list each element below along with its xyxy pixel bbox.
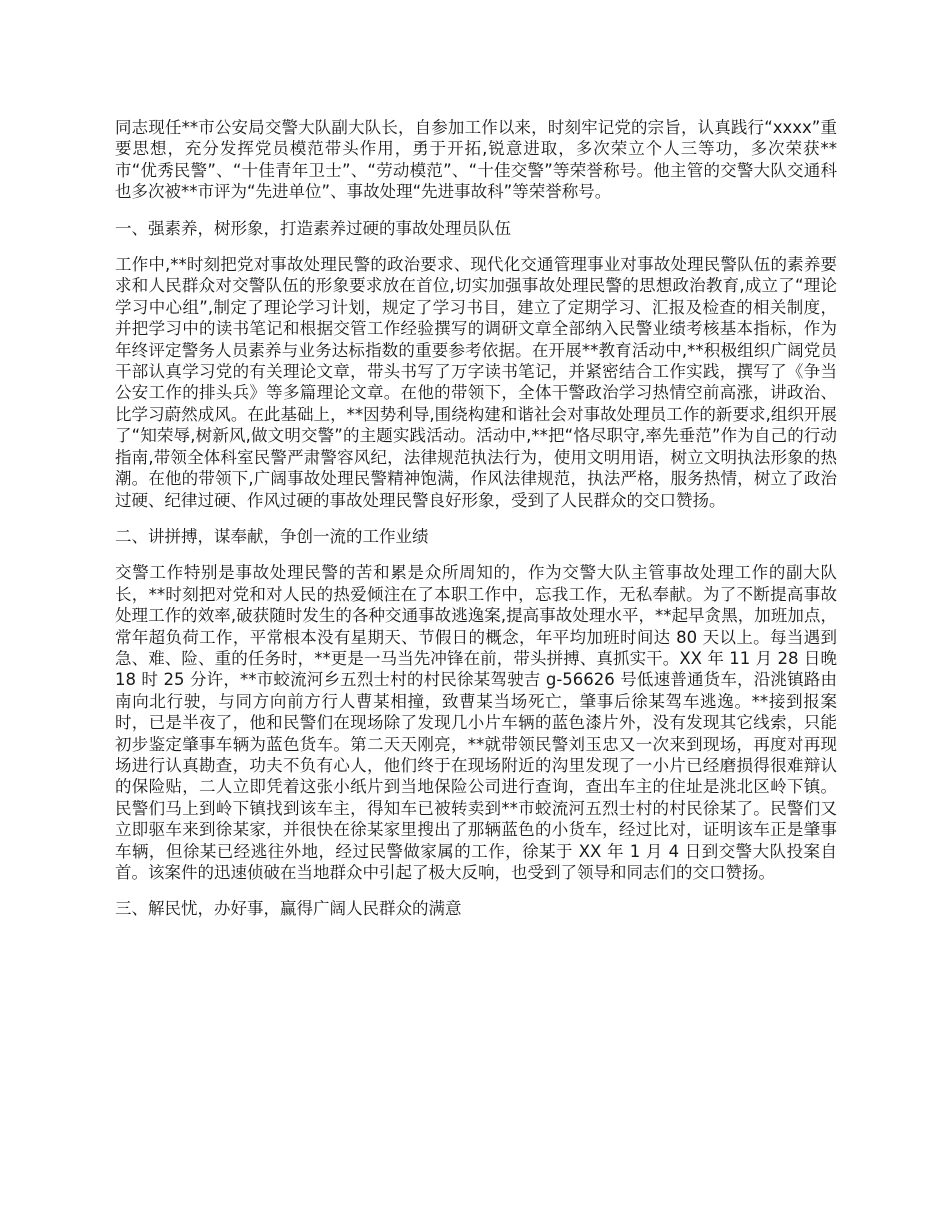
section-2-heading: 二、讲拼搏，谋奉献，争创一流的工作业绩 bbox=[115, 526, 429, 546]
intro-paragraph: 同志现任**市公安局交警大队副大队长，自参加工作以来，时刻牢记党的宗旨，认真践行“xxxx”重要思想，充分发挥党员模范带头作用，勇于开拓,锐意进取，多次荣立个人三等功，多次荣获**市“优秀民警”、“十佳青年卫士”、“劳动模范”、“十佳交警”等荣誉称号。他主管的交警大队交通科也多次被**市评为“先进单位”、事故处理“先进事故科”等荣誉称号。 bbox=[115, 118, 837, 202]
section-3-heading: 三、解民忧，办好事，赢得广阔人民群众的满意 bbox=[115, 899, 462, 919]
section-1-paragraph: 工作中,**时刻把党对事故处理民警的政治要求、现代化交通管理事业对事故处理民警队伍的素养要求和人民群众对交警队伍的形象要求放在首位,切实加强事故处理民警的思想政治教育,成立了“理论学习中心组”,制定了理论学习计划，规定了学习书目，建立了定期学习、汇报及检查的相关制度，并把学习中的读书笔记和根据交管工作经验撰写的调研文章全部纳入民警业绩考核基本指标，作为年终评定警务人员素养与业务达标指数的重要参考依据。在开展**教育活动中,**积极组织广阔党员干部认真学习党的有关理论文章，带头书写了万字读书笔记，并紧密结合工作实践，撰写了《争当公安工作的排头兵》等多篇理论文章。在他的带领下，全体干警政治学习热情空前高涨，讲政治、比学习蔚然成风。在此基础上，**因势利导,围绕构建和谐社会对事故处理员工作的新要求,组织开展了“知荣辱,树新风,做文明交警”的主题实践活动。活动中,**把“恪尽职守,率先垂范”作为自己的行动指南,带领全体科室民警严肃警容风纪，法律规范执法行为，使用文明用语，树立文明执法形象的热潮。在他的带领下,广阔事故处理民警精神饱满，作风法律规范，执法严格，服务热情，树立了政治过硬、纪律过硬、作风过硬的事故处理民警良好形象，受到了人民群众的交口赞扬。 bbox=[115, 255, 837, 510]
section-1-heading: 一、强素养，树形象，打造素养过硬的事故处理员队伍 bbox=[115, 218, 511, 238]
section-2-paragraph: 交警工作特别是事故处理民警的苦和累是众所周知的，作为交警大队主管事故处理工作的副大队长，**时刻把对党和对人民的热爱倾注在了本职工作中，忘我工作，无私奉献。为了不断提高事故处理工作的效率,破获随时发生的各种交通事故逃逸案,提高事故处理水平，**起早贪黑，加班加点，常年超负荷工作，平常根本没有星期天、节假日的概念，年平均加班时间达 80 天以上。每当遇到急、难、险、重的任务时，**更是一马当先冲锋在前，带头拼搏、真抓实干。XX 年 11 月 28 日晚 18 时 25 分许，**市蛟流河乡五烈士村的村民徐某驾驶吉 g-56626 号低速普通货车，沿洮镇路由南向北行驶，与同方向前方行人曹某相撞，致曹某当场死亡，肇事后徐某驾车逃逸。**接到报案时，已是半夜了，他和民警们在现场除了发现几小片车辆的蓝色漆片外，没有发现其它线索，只能初步鉴定肇事车辆为蓝色货车。第二天天刚亮，**就带领民警刘玉忠又一次来到现场，再度对再现场进行认真勘查，功夫不负有心人，他们终于在现场附近的沟里发现了一小片已经磨损得很难辩认的保险贴，二人立即凭着这张小纸片到当地保险公司进行查询，查出车主的住址是洮北区岭下镇。民警们马上到岭下镇找到该车主，得知车已被转卖到**市蛟流河五烈士村的村民徐某了。民警们又立即驱车来到徐某家，并很快在徐某家里搜出了那辆蓝色的小货车，经过比对，证明该车正是肇事车辆，但徐某已经逃往外地，经过民警做家属的工作，徐某于 XX 年 1 月 4 日到交警大队投案自首。该案件的迅速侦破在当地群众中引起了极大反响，也受到了领导和同志们的交口赞扬。 bbox=[115, 563, 837, 882]
document-body bbox=[115, 117, 837, 935]
